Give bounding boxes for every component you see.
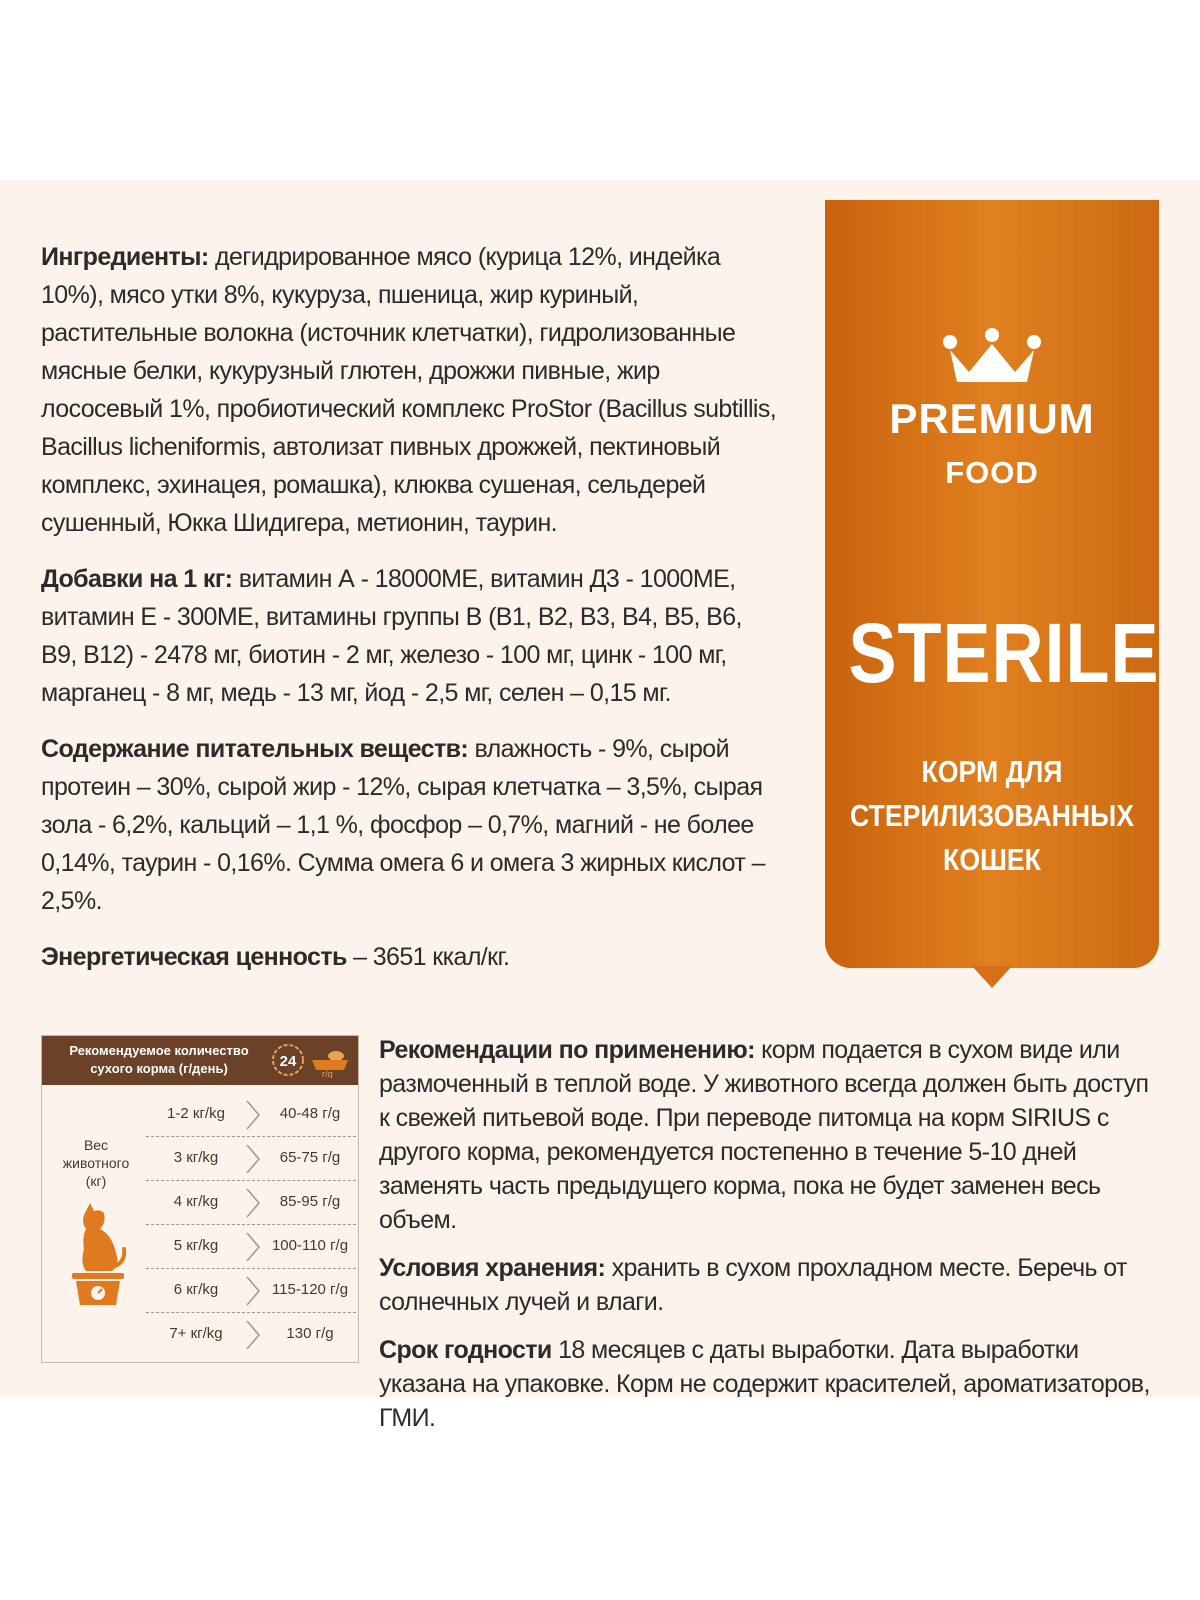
energy-text: – 3651 ккал/кг. [346, 943, 510, 971]
usage-text: корм подается в сухом виде или размоченный в теплой воде. У животного всегда должен быть доступ к свежей питьевой воде. При переводе питомца на корм SIRIUS с другого корма, рекомендуется постепенно в течение 5-10 дней заменять часть предыдущего корма, пока не будет заменен весь объем. [379, 1036, 1149, 1234]
clock-24h-icon [269, 1041, 309, 1079]
description-line: СТЕРИЛИЗОВАННЫХ [849, 798, 1135, 833]
premium-badge [825, 200, 1159, 968]
premium-text: PREMIUM [889, 395, 1095, 442]
grams-cell: 100-110 г/g [271, 1237, 349, 1254]
usage-paragraph [379, 1033, 1159, 1237]
ingredients-text: дегидрированное мясо (курица 12%, индейка 10%), мясо утки 8%, кукуруза, пшеница, жир куриный, растительные волокна (источник клетчатки), гидролизованные мясные белки, кукурузный глютен, дрожжи пивные, жир лососевый 1%, пробиотический комплекс ProStor (Bacillus subtillis, Bacillus licheniformis, автолизат пивных дрожжей, пектиновый комплекс, эхинацея, ромашка), клюква сушеная, сельдерей сушенный, Юкка Шидигера, метионин, таурин. [41, 243, 777, 537]
nutrients-text: влажность - 9%, сырой протеин – 30%, сырой жир - 12%, сырая клетчатка – 3,5%, сырая зола - 6,2%, кальций – 1,1 %, фосфор – 0,7%, магний - не более 0,14%, таурин - 0,16%. Сумма омега 6 и омега 3 жирных кислот – 2,5%. [41, 735, 765, 915]
weight-label: Вес животного (кг) [62, 1137, 130, 1189]
additives-label: Добавки на 1 кг: [41, 565, 233, 593]
shelf-life-text: 18 месяцев с даты выработки. Дата выработки указана на упаковке. Корм не содержит красителей, ароматизаторов, ГМИ. [379, 1336, 1150, 1432]
energy-label: Энергетическая ценность [41, 943, 347, 971]
arrow-right-icon [245, 1187, 261, 1219]
ingredients-label: Ингредиенты: [41, 243, 209, 271]
food-text: FOOD [945, 455, 1039, 490]
nutrients-label: Содержание питательных веществ: [41, 735, 469, 763]
weight-cell: 7+ кг/kg [169, 1325, 223, 1342]
feeding-row [146, 1181, 356, 1225]
arrow-right-icon [245, 1319, 261, 1351]
grams-cell: 65-75 г/g [279, 1149, 341, 1166]
storage-paragraph [379, 1251, 1159, 1319]
arrow-right-icon [245, 1231, 261, 1263]
arrow-right-icon [245, 1099, 261, 1131]
usage-block [379, 1033, 1159, 1449]
description-line: КОШЕК [943, 842, 1041, 877]
shelf-life-paragraph [379, 1333, 1159, 1435]
shelf-life-label: Срок годности [379, 1336, 552, 1364]
crown-icon [943, 328, 1041, 390]
badge-pointer [972, 966, 1012, 988]
feeding-rows [146, 1093, 356, 1357]
additives-text: витамин А - 18000МЕ, витамин Д3 - 1000МЕ, витамин Е - 300МЕ, витамины группы В (В1, В2, В3, В4, В5, В6, В9, В12) - 2478 мг, биотин - 2 мг, железо - 100 мг, цинк - 100 мг, марганец - 8 мг, медь - 13 мг, йод - 2,5 мг, селен – 0,15 мг. [41, 565, 742, 707]
energy-paragraph [41, 938, 781, 976]
grams-cell: 130 г/g [286, 1325, 334, 1342]
cat-on-scale-icon [66, 1201, 130, 1311]
composition-block [41, 238, 781, 994]
feeding-row [146, 1225, 356, 1269]
product-description [848, 750, 1135, 882]
clock-value: 24 [279, 1053, 297, 1070]
feeding-table-title: Рекомендуемое количество сухого корма (г/день) [69, 1043, 249, 1076]
weight-cell: 4 кг/kg [173, 1193, 219, 1210]
weight-cell: 5 кг/kg [173, 1237, 219, 1254]
additives-paragraph [41, 560, 781, 712]
weight-cell: 3 кг/kg [173, 1149, 219, 1166]
arrow-right-icon [245, 1143, 261, 1175]
grams-cell: 115-120 г/g [271, 1281, 349, 1298]
ingredients-paragraph [41, 238, 781, 542]
feeding-row [146, 1093, 356, 1137]
feeding-table [41, 1035, 359, 1363]
weight-cell: 1-2 кг/kg [167, 1105, 225, 1122]
feeding-row [146, 1137, 356, 1181]
feeding-table-header [42, 1036, 358, 1085]
storage-text: хранить в сухом прохладном месте. Беречь от солнечных лучей и влаги. [379, 1254, 1127, 1316]
arrow-right-icon [245, 1275, 261, 1307]
bowl-unit: г/g [322, 1069, 333, 1078]
feeding-row [146, 1269, 356, 1313]
usage-label: Рекомендации по применению: [379, 1036, 755, 1064]
food-bowl-icon [308, 1048, 352, 1078]
nutrients-paragraph [41, 730, 781, 920]
feeding-row [146, 1313, 356, 1357]
description-line: КОРМ ДЛЯ [921, 754, 1063, 789]
grams-cell: 85-95 г/g [279, 1193, 341, 1210]
storage-label: Условия хранения: [379, 1254, 606, 1282]
grams-cell: 40-48 г/g [279, 1105, 341, 1122]
product-line-title: STERILE [848, 606, 1160, 700]
weight-cell: 6 кг/kg [173, 1281, 219, 1298]
